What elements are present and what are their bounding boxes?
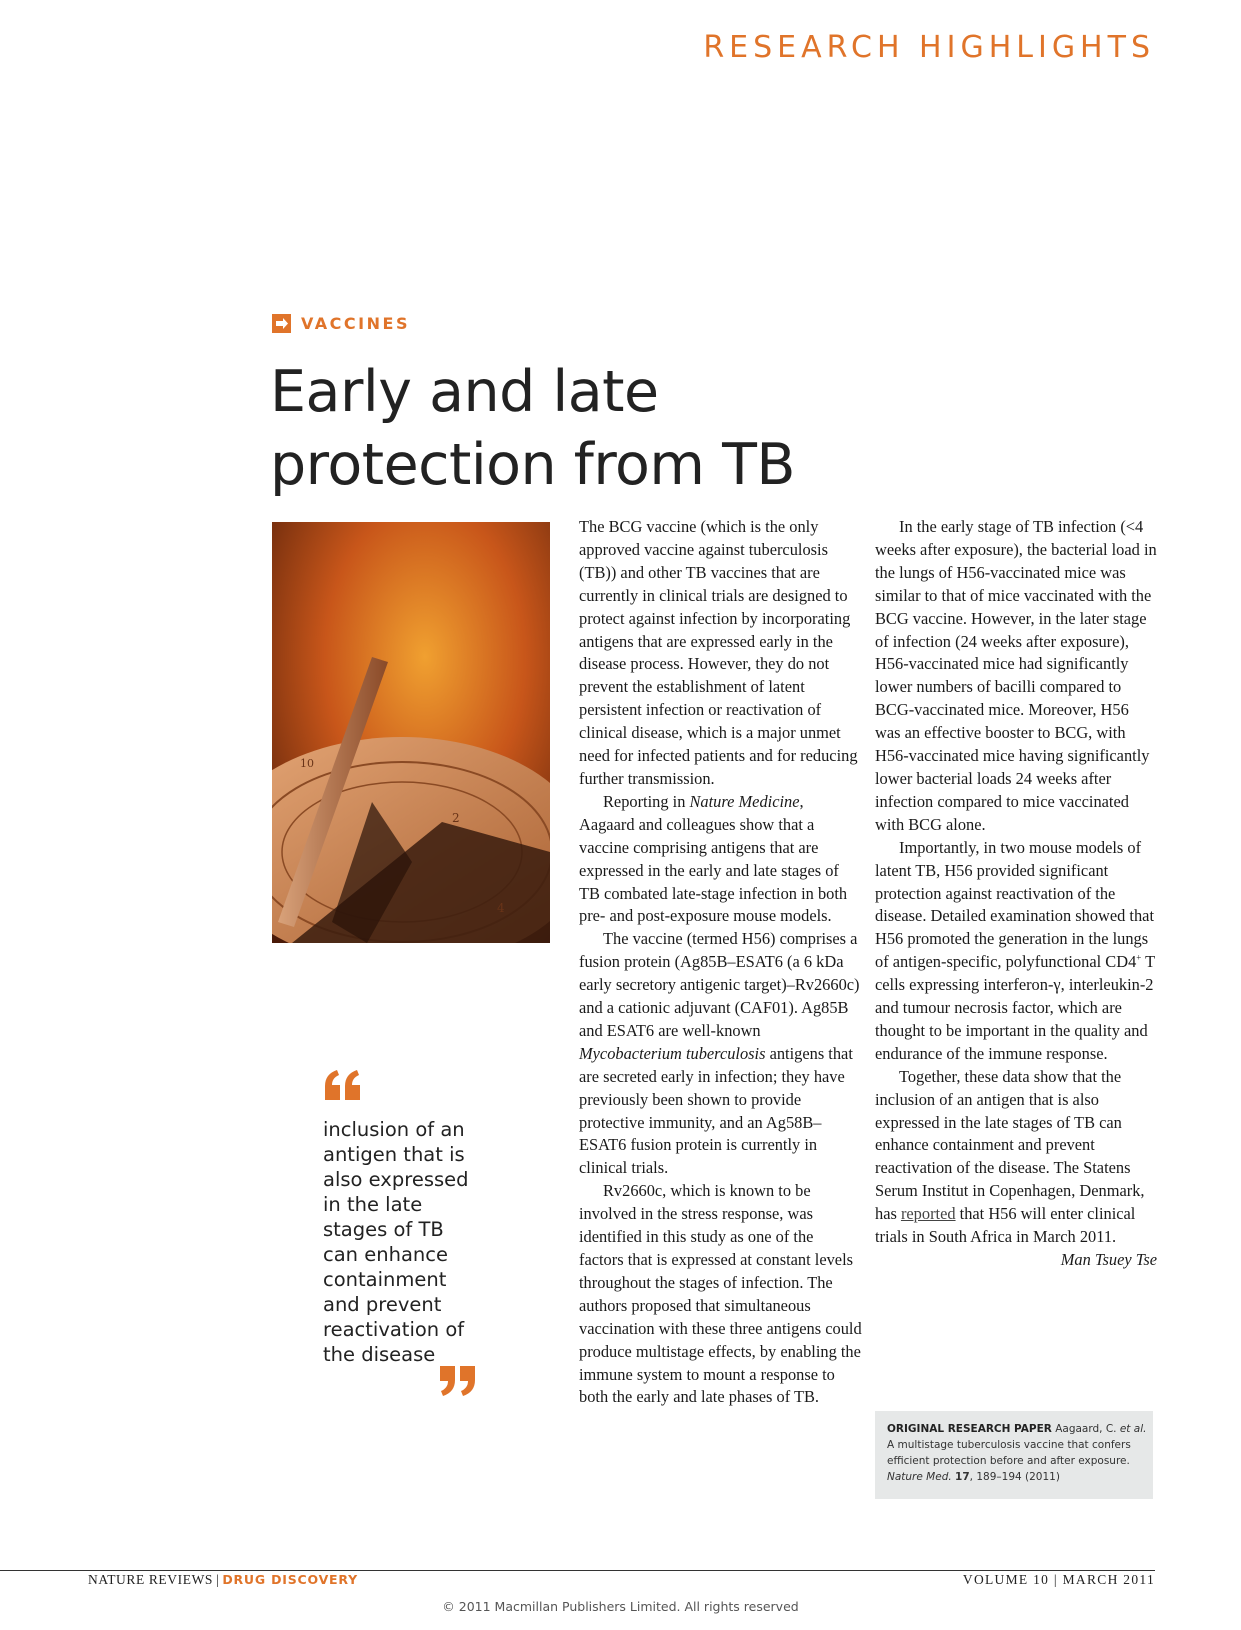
footer-volume-date: VOLUME 10 | MARCH 2011 <box>962 1572 1155 1587</box>
close-quote-icon <box>437 1360 477 1400</box>
open-quote-icon <box>323 1066 363 1106</box>
original-research-paper-box: ORIGINAL RESEARCH PAPER Aagaard, C. et al. A multistage tuberculosis vaccine that confers efficient protection before and after exposure. Nature Med. 17, 189–194 (2011) <box>875 1411 1153 1499</box>
author-signature: Man Tsuey Tse <box>1060 1250 1157 1269</box>
copyright-notice: © 2011 Macmillan Publishers Limited. All rights reserved <box>442 1599 799 1614</box>
reference-label: ORIGINAL RESEARCH PAPER <box>887 1423 1052 1435</box>
page-title-line-1: Early and late <box>270 359 659 425</box>
footer-journal-name: NATURE REVIEWS | DRUG DISCOVERY <box>88 1572 358 1587</box>
journal-name: Nature Medicine <box>689 791 800 811</box>
pull-quote: inclusion of an antigen that is also expressed in the late stages of TB can enhance containment and prevent reactivation of the disease <box>323 1118 469 1366</box>
body-paragraph: Rv2660c, which is known to be involved in the stress response, was identified in this study as one of the factors that is expressed at constant levels throughout the stages of infection. The authors proposed that simultaneous vaccination with these three antigens could produce multistage effects, by enabling the immune system to mount a response to both the early and late phases of TB. <box>579 1181 862 1407</box>
article-column-2 <box>875 516 1157 1272</box>
body-paragraph: Reporting in Nature Medicine, Aagaard and colleagues show that a vaccine comprising antigens that are expressed in the early and late stages of TB combated late-stage infection in both pre- and post-exposure mouse models. <box>579 791 848 926</box>
right-arrow-box-icon <box>272 314 291 333</box>
article-column-1 <box>579 516 862 1409</box>
reported-link[interactable]: reported <box>900 1204 956 1224</box>
body-paragraph: In the early stage of TB infection (<4 weeks after exposure), the bacterial load in the lungs of H56-vaccinated mice was similar to that of mice vaccinated with the BCG vaccine. However, in the later stage of infection (24 weeks after exposure), H56-vaccinated mice had significantly lower numbers of bacilli compared to BCG-vaccinated mice. Moreover, H56 was an effective booster to BCG, with H56-vaccinated mice having significantly lower bacterial loads 24 weeks after infection compared to mice vaccinated with BCG alone. <box>875 517 1157 834</box>
body-paragraph: The vaccine (termed H56) comprises a fusion protein (Ag85B–ESAT6 (a 6 kDa early secretory antigenic target)–Rv2660c) and a cationic adjuvant (CAF01). Ag85B and ESAT6 are well-known Mycobacterium tuberculosis antigens that are secreted early in infection; they have previously been shown to provide protective immunity, and an Ag58B–ESAT6 fusion protein is currently in clinical trials. <box>579 929 860 1178</box>
page-title-line-2: protection from TB <box>270 432 795 498</box>
svg-text:10: 10 <box>300 757 314 770</box>
body-paragraph: Together, these data show that the inclusion of an antigen that is also expressed in the late stages of TB can enhance containment and prevent reactivation of the disease. The Statens Serum Institut in Copenhagen, Denmark, has reported that H56 will enter clinical trials in South Africa in March 2011. <box>875 1066 1145 1247</box>
svg-text:4: 4 <box>497 901 505 915</box>
section-label <box>272 314 410 333</box>
svg-text:2: 2 <box>452 811 460 825</box>
page-title <box>270 356 970 502</box>
footer-divider <box>0 1570 1155 1571</box>
species-name: Mycobacterium tuberculosis <box>579 1043 766 1063</box>
section-label-text: VACCINES <box>301 314 410 333</box>
body-paragraph: Importantly, in two mouse models of latent TB, H56 provided significant protection against reactivation of the disease. Detailed examination showed that H56 promoted the generation in the lungs of antigen-specific, polyfunctional CD4+ T cells expressing interferon-γ, interleukin-2 and tumour necrosis factor, which are thought to be important in the quality and endurance of the immune response. <box>875 837 1155 1063</box>
body-paragraph: The BCG vaccine (which is the only approved vaccine against tuberculosis (TB)) and other TB vaccines that are currently in clinical trials are designed to protect against infection by incorporating antigens that are expressed early in the disease process. However, they do not prevent the establishment of latent persistent infection or reactivation of clinical disease, which is a major unmet need for infected patients and for reducing further transmission. <box>579 517 858 788</box>
sundial-photo <box>272 522 550 943</box>
running-header: RESEARCH HIGHLIGHTS <box>703 30 1155 65</box>
